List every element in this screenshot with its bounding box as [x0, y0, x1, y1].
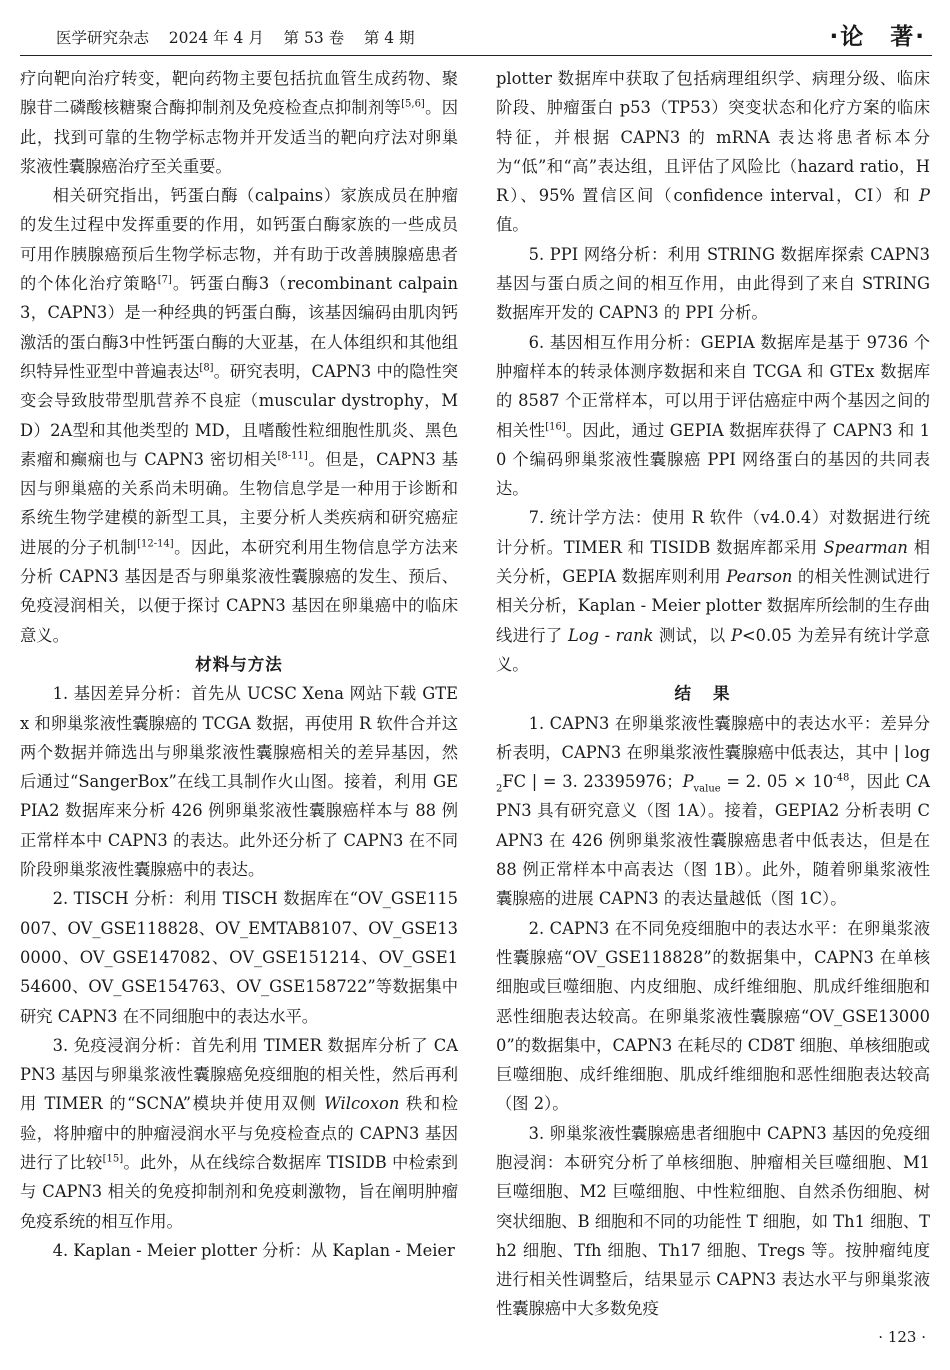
paragraph-method-7: 7. 统计学方法：使用 R 软件（v4.0.4）对数据进行统计分析。TIMER 和 TISIDB 数据库都采用 Spearman 相关分析，GEPIA 数据库则利用 Pearson 的相关性测试进行相关分析，Kaplan - Meier plotter 数据库所绘制的生存曲线进行了 Log - rank 测试，以 P<0.05 为差异有统计学意义。: [496, 508, 930, 674]
paragraph-result-1: 1. CAPN3 在卵巢浆液性囊腺癌中的表达水平：差异分析表明，CAPN3 在卵巢浆液性囊腺癌中低表达，其中 | $\log_2FC$ | = 3. 23395976；$P_{value} = 2$. $05 \times 10^{-48}$，因此 CAPN3 具有研究意义（图 1A）。接着，GEPIA2 分析表明 CAPN3 在 426 例卵巢浆液性囊腺癌患者中低表达，但是在 88 例正常样本中高表达（图 1B）。此外，随着卵巢浆液性囊腺癌的进展 CAPN3 的表达量越低（图 1C）。: [496, 713, 930, 909]
section-heading-results: 结果: [674, 684, 752, 704]
paragraph-result-3: 3. 卵巢浆液性囊腺癌患者细胞中 CAPN3 基因的免疫细胞浸润：本研究分析了单核细胞、肿瘤相关巨噬细胞、M1 巨噬细胞、M2 巨噬细胞、中性粒细胞、自然杀伤细胞、树突状细胞、B 细胞和不同的功能性 T 细胞，如 Th1 细胞、Th2 细胞、Tfh 细胞、Th17 细胞、Tregs 等。按肿瘤纯度进行相关性调整后，结果显示 CAPN3 表达水平与卵巢浆液性囊腺癌中大多数免疫: [496, 1123, 930, 1319]
journal-name: 医学研究杂志: [56, 29, 150, 47]
paragraph-method-1: 1. 基因差异分析：首先从 UCSC Xena 网站下载 GTEx 和卵巢浆液性囊腺癌的 TCGA 数据，再使用 R 软件合并这两个数据并筛选出与卵巢浆液性囊腺癌相关的差异基因，然后通过“SangerBox”在线工具制作火山图。接着，利用 GEPIA2 数据库来分析 426 例卵巢浆液性囊腺癌样本与 88 例正常样本中 CAPN3 的表达。此外还分析了 CAPN3 在不同阶段卵巢浆液性囊腺癌中的表达。: [20, 684, 458, 880]
section-label: ·论 著·: [829, 24, 926, 50]
paragraph-method-4-start: 4. Kaplan - Meier plotter 分析：从 Kaplan - Meier: [52, 1240, 455, 1260]
paragraph-calpain: 相关研究指出，钙蛋白酶（calpains）家族成员在肿瘤的发生过程中发挥重要的作用，如钙蛋白酶家族的一些成员可用作胰腺癌预后生物学标志物，并有助于改善胰腺癌患者的个体化治疗策略[7]。钙蛋白酶3（recombinant calpain 3，CAPN3）是一种经典的钙蛋白酶，该基因编码由肌肉钙激活的蛋白酶3中性钙蛋白酶的大亚基，在人体组织和其他组织特异性亚型中普遍表达[8]。研究表明，CAPN3 中的隐性突变会导致肢带型肌营养不良症（muscular dystrophy，MD）2A型和其他类型的 MD，且嗜酸性粒细胞性肌炎、黑色素瘤和癫痫也与 CAPN3 密切相关[8-11]。但是，CAPN3 基因与卵巢癌的关系尚未明确。生物信息学是一种用于诊断和系统生物学建模的新型工具，主要分析人类疾病和研究癌症进展的分子机制[12-14]。因此，本研究利用生物信息学方法来分析 CAPN3 基因是否与卵巢浆液性囊腺癌的发生、预后、免疫浸润相关，以便于探讨 CAPN3 基因在卵巢癌中的临床意义。: [20, 186, 458, 645]
issue: 第 4 期: [363, 29, 415, 47]
right-column: [496, 64, 930, 1324]
running-header: [20, 20, 932, 56]
citation: [16]: [545, 421, 566, 433]
journal-info: [56, 26, 415, 48]
citation: [5,6]: [401, 98, 425, 110]
left-column: [20, 64, 458, 1265]
citation: [12-14]: [137, 538, 174, 550]
paragraph-result-2: 2. CAPN3 在不同免疫细胞中的表达水平：在卵巢浆液性囊腺癌“OV_GSE118828”的数据集中，CAPN3 在单核细胞或巨噬细胞、内皮细胞、成纤维细胞、肌成纤维细胞和恶性细胞表达较高。在卵巢浆液性囊腺癌“OV_GSE130000”的数据集中，CAPN3 在耗尽的 CD8T 细胞、单核细胞或巨噬细胞、成纤维细胞、肌成纤维细胞和恶性细胞表达较高（图 2）。: [496, 918, 930, 1114]
issue-date: 2024 年 4 月: [168, 29, 264, 47]
paragraph-method-5: 5. PPI 网络分析：利用 STRING 数据库探索 CAPN3 基因与蛋白质之间的相互作用，由此得到了来自 STRING 数据库开发的 CAPN3 的 PPI 分析。: [496, 244, 930, 323]
section-heading-methods: 材料与方法: [195, 654, 283, 674]
citation: [15]: [102, 1153, 124, 1165]
paragraph-intro-continued: 疗向靶向治疗转变，靶向药物主要包括抗血管生成药物、聚腺苷二磷酸核糖聚合酶抑制剂及免疫检查点抑制剂等[5,6]。因此，找到可靠的生物学标志物并开发适当的靶向疗法对卵巢浆液性囊腺癌治疗至关重要。: [20, 69, 458, 176]
volume: 第 53 卷: [283, 29, 345, 47]
paragraph-method-3: 3. 免疫浸润分析：首先利用 TIMER 数据库分析了 CAPN3 基因与卵巢浆液性囊腺癌免疫细胞的相关性，然后再利用 TIMER 的“SCNA”模块并使用双侧 Wilcoxon 秩和检验，将肿瘤中的肿瘤浸润水平与免疫检查点的 CAPN3 基因进行了比较[15]。此外，从在线综合数据库 TISIDB 中检索到与 CAPN3 相关的免疫抑制剂和免疫刺激物，旨在阐明肿瘤免疫系统的相互作用。: [20, 1035, 458, 1231]
paragraph-method-4-continued: plotter 数据库中获取了包括病理组织学、病理分级、临床阶段、肿瘤蛋白 p53（TP53）突变状态和化疗方案的临床特征，并根据 CAPN3 的 mRNA 表达将患者标本分为“低”和“高”表达组，且评估了风险比（hazard ratio，HR）、95% 置信区间（confidence interval，CI）和 P 值。: [496, 69, 930, 235]
paragraph-method-2: 2. TISCH 分析：利用 TISCH 数据库在“OV_GSE115007、OV_GSE118828、OV_EMTAB8107、OV_GSE130000、OV_GSE147082、OV_GSE151214、OV_GSE154600、OV_GSE154763、OV_GSE158722”等数据集中研究 CAPN3 在不同细胞中的表达水平。: [20, 889, 458, 1026]
header-rule: [20, 55, 932, 56]
citation: [8]: [199, 362, 214, 374]
citation: [7]: [157, 274, 172, 286]
paragraph-method-6: 6. 基因相互作用分析：GEPIA 数据库是基于 9736 个肿瘤样本的转录体测序数据和来自 TCGA 和 GTEx 数据库的 8587 个正常样本，可以用于评估癌症中两个基因之间的相关性[16]。因此，通过 GEPIA 数据库获得了 CAPN3 和 10 个编码卵巢浆液性囊腺癌 PPI 网络蛋白的基因的共同表达。: [496, 332, 930, 499]
citation: [8-11]: [277, 450, 308, 462]
page-number: · 123 ·: [878, 1328, 926, 1346]
